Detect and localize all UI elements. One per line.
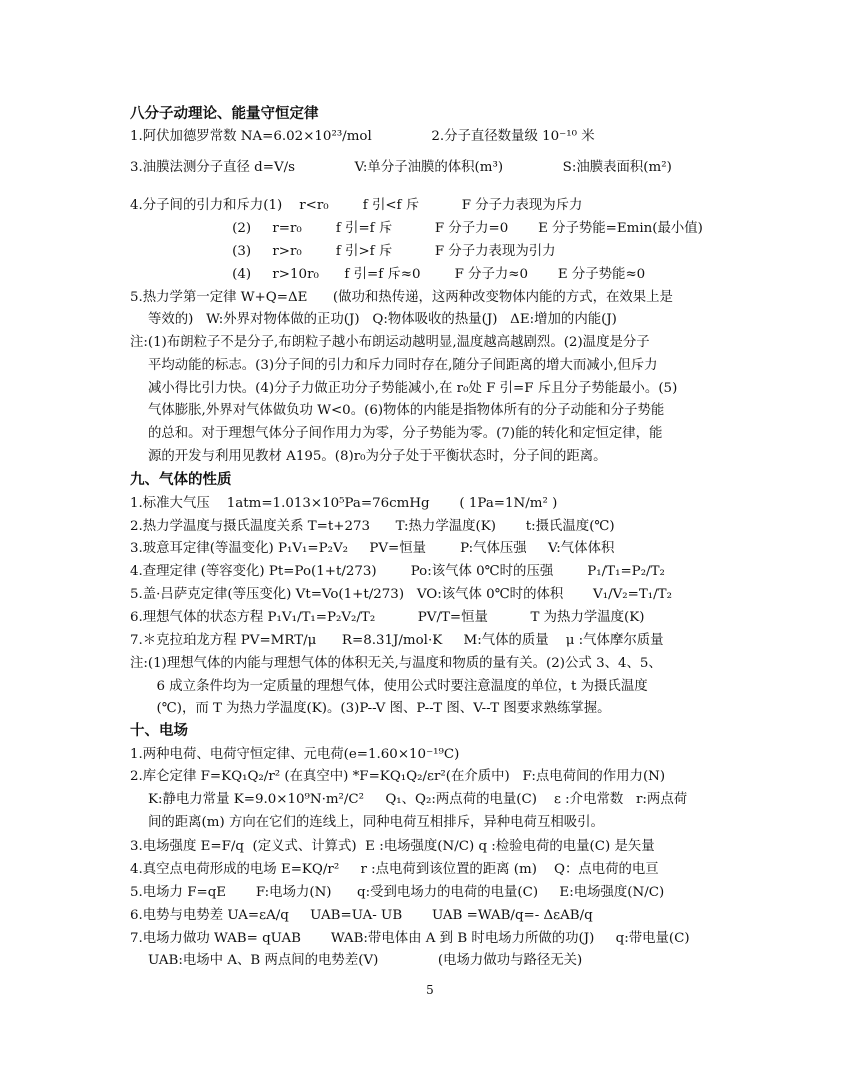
text-line: 6.电势与电势差 UA=εA/q UAB=UA- UB UAB =WAB/q=- ΔεAB/q (130, 908, 593, 923)
page-number: 5 (426, 983, 434, 997)
text-line: 1.阿伏加德罗常数 NA=6.02×10²³/mol 2.分子直径数量级 10⁻¹⁰ 米 (130, 129, 595, 144)
text-line: 3.油膜法测分子直径 d=V/s V:单分子油膜的体积(m³) S:油膜表面积(m²) (130, 160, 672, 175)
text-line: 间的距离(m) 方向在它们的连线上，同种电荷互相排斥，异种电荷互相吸引。 (148, 815, 604, 830)
text-line: 3.电场强度 E=F/q (定义式、计算式) E :电场强度(N/C) q :检验电荷的电量(C) 是矢量 (130, 839, 655, 854)
text-line: (4) r>10r₀ f 引=f 斥≈0 F 分子力≈0 E 分子势能≈0 (130, 267, 646, 282)
section-heading: 十、电场 (130, 723, 188, 739)
text-line: 7.电场力做功 WAB= qUAB WAB:带电体由 A 到 B 时电场力所做的功(J) q:带电量(C) (130, 931, 690, 946)
text-line: (3) r>r₀ f 引>f 斥 F 分子力表现为引力 (130, 244, 556, 259)
section-heading: 九、气体的性质 (130, 472, 232, 488)
text-line: UAB:电场中 A、B 两点间的电势差(V) (电场力做功与路径无关) (148, 953, 583, 968)
text-line: 等效的) W:外界对物体做的正功(J) Q:物体吸收的热量(J) ΔE:增加的内能(J) (148, 312, 617, 327)
text-line: 1.两种电荷、电荷守恒定律、元电荷(e=1.60×10⁻¹⁹C) (130, 747, 460, 762)
text-line: 5.热力学第一定律 W+Q=ΔE (做功和热传递，这两种改变物体内能的方式，在效果上是 (130, 290, 673, 305)
text-line: 平均动能的标志。(3)分子间的引力和斥力同时存在,随分子间距离的增大而减小,但斥力 (148, 358, 658, 373)
text-line: 7.＊克拉珀龙方程 PV=MRT/μ R=8.31J/mol·K M:气体的质量 μ :气体摩尔质量 (130, 633, 664, 648)
text-line: (2) r=r₀ f 引=f 斥 F 分子力=0 E 分子势能=Emin(最小值) (130, 221, 703, 236)
text-line: 注:(1)布朗粒子不是分子,布朗粒子越小布朗运动越明显,温度越高越剧烈。(2)温度是分子 (130, 335, 650, 350)
text-line: 4.分子间的引力和斥力(1) r<r₀ f 引<f 斥 F 分子力表现为斥力 (130, 198, 583, 213)
text-line: 源的开发与利用见教材 A195。(8)r₀为分子处于平衡状态时，分子间的距离。 (148, 449, 607, 464)
text-line: 注:(1)理想气体的内能与理想气体的体积无关,与温度和物质的量有关。(2)公式 3、4、5、 (130, 656, 662, 671)
text-line: 1.标准大气压 1atm=1.013×10⁵Pa=76cmHg ( 1Pa=1N/m² ) (130, 496, 558, 511)
text-line: 的总和。对于理想气体分子间作用力为零，分子势能为零。(7)能的转化和定恒定律，能 (148, 426, 663, 441)
text-line: 4.真空点电荷形成的电场 E=KQ/r² r :点电荷到该位置的距离 (m) Q：点电荷的电亘 (130, 862, 659, 877)
text-line: 6 成立条件均为一定质量的理想气体，使用公式时要注意温度的单位，t 为摄氏温度 (148, 679, 648, 694)
text-line: 4.查理定律 (等容变化) Pt=Po(1+t/273) Po:该气体 0℃时的压强 P₁/T₁=P₂/T₂ (130, 564, 665, 579)
text-line: 2.库仑定律 F=KQ₁Q₂/r² (在真空中) *F=KQ₁Q₂/εr²(在介质中) F:点电荷间的作用力(N) (130, 769, 666, 784)
text-line: K:静电力常量 K=9.0×10⁹N·m²/C² Q₁、Q₂:两点荷的电量(C) ε :介电常数 r:两点荷 (148, 792, 688, 807)
text-line: 减小得比引力快。(4)分子力做正功分子势能减小,在 r₀处 F 引=F 斥且分子势能最小。(5) (148, 381, 678, 396)
text-line: 3.玻意耳定律(等温变化) P₁V₁=P₂V₂ PV=恒量 P:气体压强 V:气体体积 (130, 541, 615, 556)
section-heading: 八分子动理论、能量守恒定律 (130, 106, 319, 122)
text-line: 6.理想气体的状态方程 P₁V₁/T₁=P₂V₂/T₂ PV/T=恒量 T 为热力学温度(K) (130, 610, 645, 625)
text-line: 5.盖·吕萨克定律(等压变化) Vt=Vo(1+t/273) VO:该气体 0℃时的体积 V₁/V₂=T₁/T₂ (130, 587, 672, 602)
text-line: (℃)，而 T 为热力学温度(K)。(3)P--V 图、P--T 图、V--T 图要求熟练掌握。 (148, 701, 611, 716)
text-line: 气体膨胀,外界对气体做负功 W<0。(6)物体的内能是指物体所有的分子动能和分子势能 (148, 403, 665, 418)
text-line: 5.电场力 F=qE F:电场力(N) q:受到电场力的电荷的电量(C) E:电场强度(N/C) (130, 885, 665, 900)
text-line: 2.热力学温度与摄氏温度关系 T=t+273 T:热力学温度(K) t:摄氏温度(℃) (130, 519, 615, 534)
